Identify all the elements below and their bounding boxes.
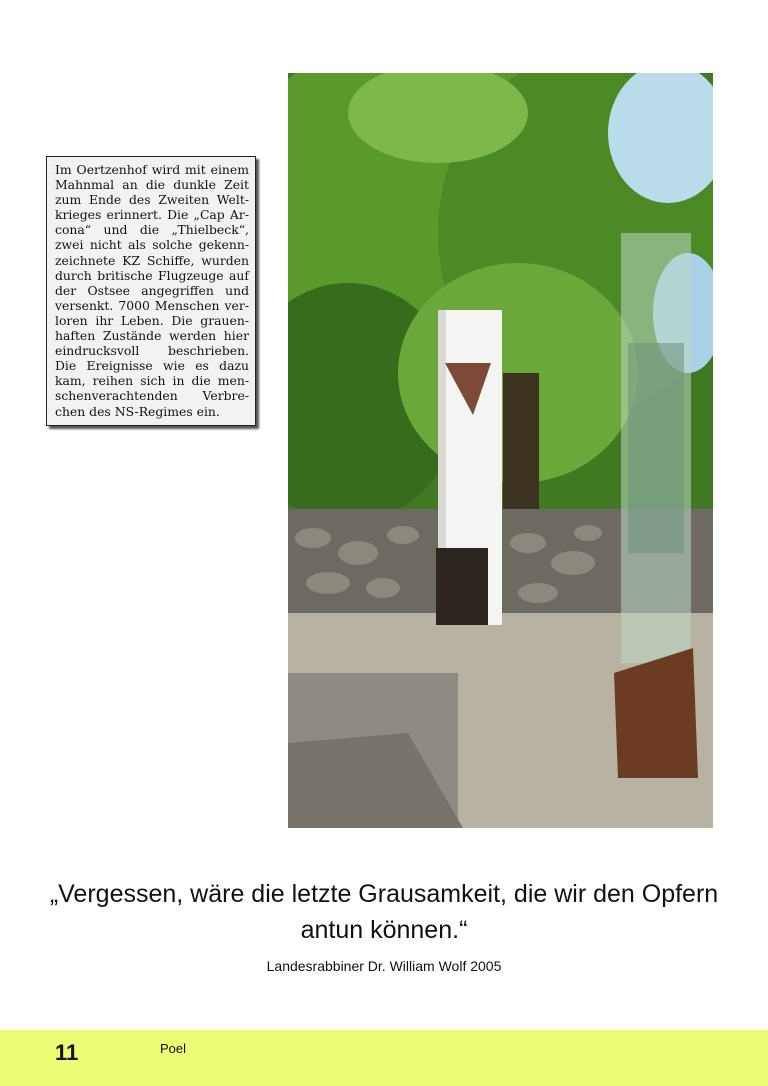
quote-attribution: Landesrabbiner Dr. William Wolf 2005: [266, 958, 502, 974]
memorial-photo: [288, 73, 713, 828]
running-head: Poel: [160, 1041, 187, 1056]
sidebar-text-box: [46, 156, 256, 426]
sidebar-text: Im Oertzenhof wird mit einem Mahnmal an die dunkle Zeit zum Ende des Zweiten Weltkrieges erinnert. Die „Cap Arcona“ und die „Thielbeck“, zwei nicht als solche gekennzeichnete KZ Schiffe, wurden durch britische Flugzeuge auf der Ostsee angegriffen und versenkt. 7000 Menschen verloren ihr Leben. Die grauenhaften Zustände werden hier eindrucksvoll beschrieben. Die Ereignisse wie es dazu kam, reihen sich in die menschenverachtenden Verbrechen des NS-Regimes ein.: [55, 162, 249, 419]
quote: „Vergessen, wäre die letzte Grausamkeit, die wir den Opfern antun können.“: [49, 880, 719, 944]
footer-band: [0, 1030, 768, 1086]
page-number: 11: [55, 1040, 79, 1065]
